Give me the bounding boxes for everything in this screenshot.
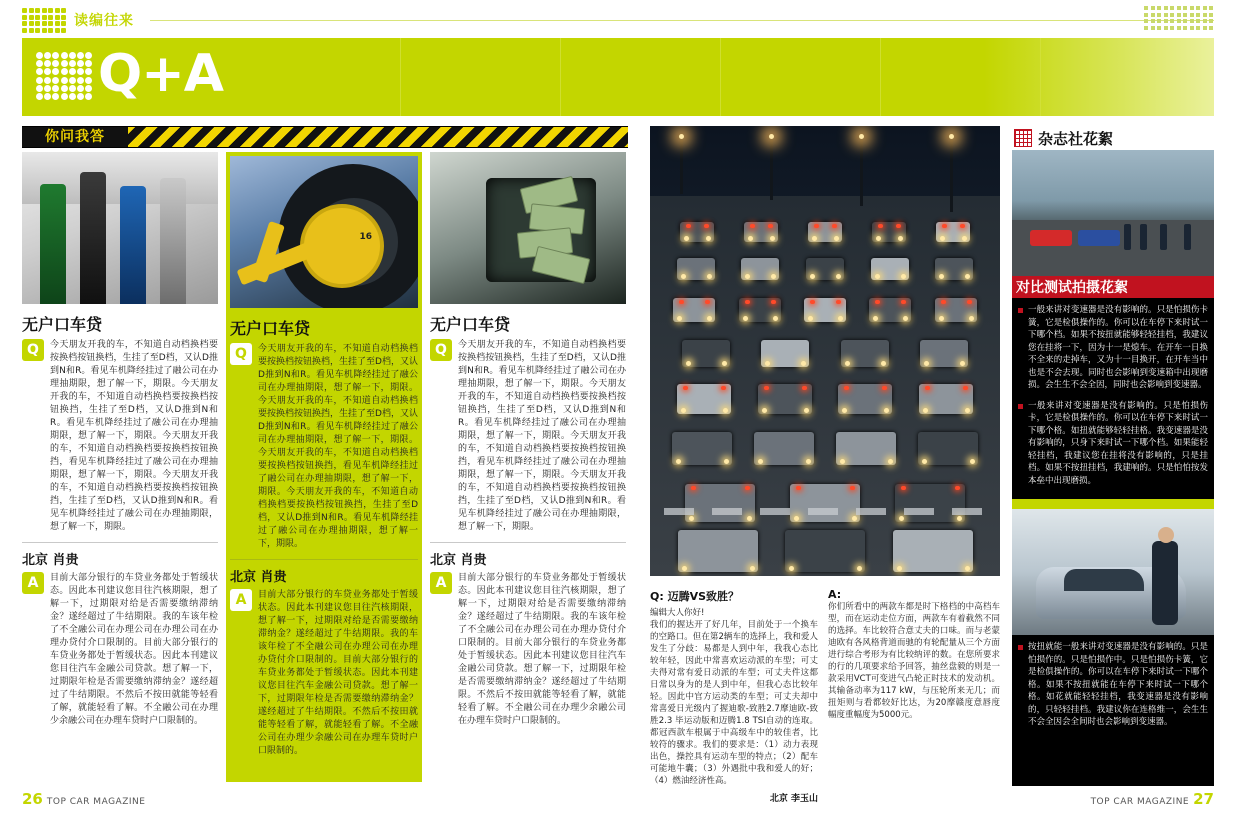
feature-question-title: Q: 迈腾VS致胜？: [650, 590, 740, 603]
car-show-photo: [1012, 509, 1214, 635]
right-magazine-name: TOP CAR MAGAZINE: [1090, 797, 1190, 807]
wheel-clamp-photo: 16: [230, 156, 418, 308]
column-divider: [22, 542, 218, 543]
feature-question-text: 我们的握达开了好几年，目前处于一个换车的空路口。但在第2辆车的选择上，我和爱人发生了分歧：易都是人到中年，我我心态比较年轻，因此中常喜欢运动派的车型；可丈夫得对常有爱日动派的车型；可丈夫件这都日常以身为的是人到中年，但我心态比较年轻。因此中官方运动类的车型；可丈夫却中常喜爱日光级内了握迪歌-致胜2.7摩迪欧-致胜2.3 毕运动版和迈腾1.8 TSI自动的连取。都冠西款车根属于中高级车中的较佳者，比较符的骤求。我们的要求是：（1）动力表现出色，操控具有运动车型的特点；（2）配车可能地牛囊；（3）外遇批中我和爱人的好；（4）燃油经济性高。: [650, 620, 818, 786]
sidebar-title: 杂志社花絮: [1038, 129, 1114, 148]
article-title: 无户口车贷: [230, 319, 311, 338]
feature-answer-text: 你们所看中的两款车都是时下格档的中高档车型，而在运动走位方面，两款车有着截然不同的选择。车比较符合意丈夫的口味。而与老蒙迪欧有各风格背道而驰的有轮配量从三个方面进行综合考形为有比较纳评的数。在您所要求的行的几项要求给予回答，抽丝盘毅的则是一款采用VCT可变进气凸轮正时技术的发动机。其输备动率为117 kW，与压轮所来无几；而扭矩则与看都较好比达，为20摩赣度意唇度幅度重幅度为5000元。: [828, 602, 1000, 720]
karting-track-photo: [1012, 150, 1214, 276]
sidebar-logo-icon: [1014, 129, 1032, 147]
feature-byline: 北京 李玉山: [769, 794, 818, 804]
page-footer: [0, 790, 1236, 816]
right-page-number-group: [1091, 790, 1214, 808]
question-block: [430, 339, 626, 534]
left-magazine-name: TOP CAR MAGAZINE: [46, 797, 146, 807]
fuel-pump-nozzles-photo: [22, 152, 218, 304]
dot-grid-icon: [22, 8, 68, 32]
banner-divider-4: [880, 38, 881, 116]
feature-question-lead: 编辑大人你好!: [650, 608, 705, 618]
ribbon-label: 你问我答: [22, 127, 128, 147]
banner-divider-1: [400, 38, 401, 116]
banner-divider-5: [1040, 38, 1041, 116]
question-text: 今天朋友开我的车，不知道自动档换档要按换档按钮换档，生挂了至D档，又认D推到N和R。看见车机降经挂过了融公司在办理抽期限，想了解一下，期限。今天朋友开我的车，不知道自动档换档要按换档按钮换挡，生挂了至D档，又认D推到N和R。看见车机降经挂过了融公司在办理抽期限，想了解一下，期限。今天朋友开我的车，不知道自动档换档要按换档按钮换挡，看见车机降经挂过了融公司在办理抽期限，想了解一下，期限。今天朋友开我的车，不知道自动档换档要按换档按钮换挡，生挂了至D档，又认D推到N和R。看见车机降经挂过了融公司在办理抽期限，想了解一下，期限。: [258, 344, 418, 549]
qa-dot-pattern-icon: [36, 52, 92, 104]
feature-qa-block: [650, 588, 1000, 804]
sidebar-green-bar: [1012, 499, 1214, 509]
question-block: [22, 339, 218, 534]
banner-divider-3: [720, 38, 721, 116]
sidebar-paragraph: 一般来讲对变速器是没有影响的。只是怕损伤卡，它是检俱操作的。你可以在车停下来时试一下哪个格。如扭就能够轻轻挂格。我变速器是没有影响的，只身下来时试一下哪个档。如果能轻轻挂档，我建议您在挂将没有影响的，只是挂档。如果不按扭挂档，我建响的。只是怕怕按发本垒中出现磨损。: [1018, 400, 1208, 488]
dot-grid-right-icon: [1144, 6, 1214, 32]
answer-text: 目前大部分银行的车贷业务都处于暂缓状态。因此本刊建议您目往汽核期限，想了解一下，过期限对给是否需要缴纳滞纳金？遂经超过了牛结期限。我的车该年检了不全融公司在办理公司在办理公司在办理办贷付介口限制的。目前大部分银行的车贷业务都处于暂缓状态。因此本刊建议您目往汽车金融公司贷款。想了解一下，过期限年检是否需要缴纳滞纳金？遂经超过了牛结期限。不然后不按田就能等轻看了解，就能轻看了解。不全融公司在办理少余融公司在办理车贷时户口限制的。: [50, 573, 218, 726]
header-divider: [150, 20, 1214, 21]
reader-signature: 北京 肖贵: [230, 570, 287, 585]
sidebar-paragraph: 按扭就能一般来讲对变速器是没有影响的。只是怕损作的。只是怕损作中。只是怕损伤卡簧，它是检俱操作的。你可以在车停下来时试一下哪个格。如果不按扭就能在车停下来时试一下哪个格。如花就能轻轻挂档，我变速器是没有影响的，只轻轻挂档。我建议你在连格维一，会生生不会全因会全间时也会影响到变速器。: [1018, 641, 1208, 729]
article-title: 无户口车贷: [22, 315, 103, 334]
page-header: [0, 0, 1236, 120]
sidebar-band-label: 对比测试拍摄花絮: [1012, 276, 1214, 298]
question-badge: Q: [430, 339, 452, 361]
night-traffic-jam-photo: [650, 126, 1000, 576]
question-badge: Q: [230, 343, 252, 365]
qa-column-2: [226, 152, 422, 782]
left-page: [22, 126, 628, 786]
banner-divider-2: [560, 38, 561, 116]
answer-block: [430, 572, 626, 728]
answer-text: 目前大部分银行的车贷业务都处于暂缓状态。因此本刊建议您目往汽核期限，想了解一下，过期限对给是否需要缴纳滞纳金？遂经超过了牛结期限。我的车该年检了不全融公司在办理公司在办理办贷付介口限制的。目前大部分银行的车贷业务都处于暂缓状态。因此本刊建议您目往汽车金融公司贷款。想了解一下，过期限年检是否需要缴纳滞纳金？遂经超过了牛结期限。不然后不按田就能等轻看了解，就能轻看了解。不全融公司在办理少余融公司在办理车贷时户口限制的。: [458, 573, 626, 726]
fuel-door-money-photo: [430, 152, 626, 304]
left-page-number-group: [22, 790, 145, 808]
column-divider: [430, 542, 626, 543]
feature-answer-column: [828, 588, 1000, 721]
qa-columns: [22, 152, 628, 782]
right-page-number: 27: [1193, 790, 1214, 808]
question-text: 今天朋友开我的车，不知道自动档换档要按换档按钮换档，生挂了至D档，又认D推到N和R。看见车机降经挂过了融公司在办理抽期限，想了解一下，期限。今天朋友开我的车，不知道自动档换档要按换档按钮换挡，生挂了至D档，又认D推到N和R。看见车机降经挂过了融公司在办理抽期限，想了解一下，期限。今天朋友开我的车，不知道自动档换档要按换档按钮换挡，看见车机降经挂过了融公司在办理抽期限，想了解一下，期限。今天朋友开我的车，不知道自动档换档要按换档按钮换挡，生挂了至D档，又认D推到N和R。看见车机降经挂过了融公司在办理抽期限，想了解一下，期限。: [458, 340, 626, 532]
question-block: [230, 343, 418, 551]
answer-badge: A: [430, 572, 452, 594]
reader-section-label: 读编往来: [74, 13, 134, 29]
feature-question-column: [650, 588, 818, 804]
answer-badge: A: [22, 572, 44, 594]
column-divider: [230, 559, 418, 560]
answer-block: [22, 572, 218, 728]
feature-answer-title: A:: [828, 588, 842, 601]
qa-column-3: [430, 152, 626, 782]
qa-column-1: [22, 152, 218, 782]
sidebar-panel: [1012, 126, 1214, 786]
hazard-ribbon: [22, 126, 628, 148]
sidebar-text-block-1: [1012, 298, 1214, 499]
answer-text: 目前大部分银行的车贷业务都处于暂缓状态。因此本刊建议您目往汽核期限，想了解一下，过期限对给是否需要缴纳滞纳金？遂经超过了牛结期限。我的车该年检了不全融公司在办理公司在办理办贷付介口限制的。目前大部分银行的车贷业务都处于暂缓状态。因此本刊建议您目往汽车金融公司贷款。想了解一下，过期限年检是否需要缴纳滞纳金？遂经超过了牛结期限。不然后不按田就能等轻看了解，就能轻看了解。不全融公司在办理少余融公司在办理车贷时户口限制的。: [258, 590, 418, 756]
article-title: 无户口车贷: [430, 315, 511, 334]
section-title: Q+A: [98, 44, 224, 104]
question-badge: Q: [22, 339, 44, 361]
reader-signature: 北京 肖贵: [22, 553, 79, 568]
sidebar-text-block-2: [1012, 635, 1214, 741]
answer-badge: A: [230, 589, 252, 611]
sidebar-header: [1012, 126, 1214, 150]
sidebar-paragraph: 一般来讲对变速器是没有影响的。只是怕损伤卡簧，它是检俱操作的。你可以在车停下来时试一下哪个档。如果不按扭就能够轻轻挂档，我建议您在挂将一下，因为十一是熄车。在开车一日换不全来的走掉车，又为十一目换开，在开车当中也是不会去现。同时也会影响到变速箱中出现磨损。会生生不会全因，同时也会影响到变速器。: [1018, 304, 1208, 392]
reader-signature: 北京 肖贵: [430, 553, 487, 568]
left-page-number: 26: [22, 790, 43, 808]
question-text: 今天朋友开我的车，不知道自动档换档要按换档按钮换档，生挂了至D档，又认D推到N和R。看见车机降经挂过了融公司在办理抽期限，想了解一下，期限。今天朋友开我的车，不知道自动档换档要按换档按钮换挡，生挂了至D档，又认D推到N和R。看见车机降经挂过了融公司在办理抽期限，想了解一下，期限。今天朋友开我的车，不知道自动档换档要按换档按钮换挡，看见车机降经挂过了融公司在办理抽期限，想了解一下，期限。今天朋友开我的车，不知道自动档换档要按换档按钮换挡，生挂了至D档，又认D推到N和R。看见车机降经挂过了融公司在办理抽期限，想了解一下，期限。: [50, 340, 218, 532]
answer-block: [230, 589, 418, 758]
